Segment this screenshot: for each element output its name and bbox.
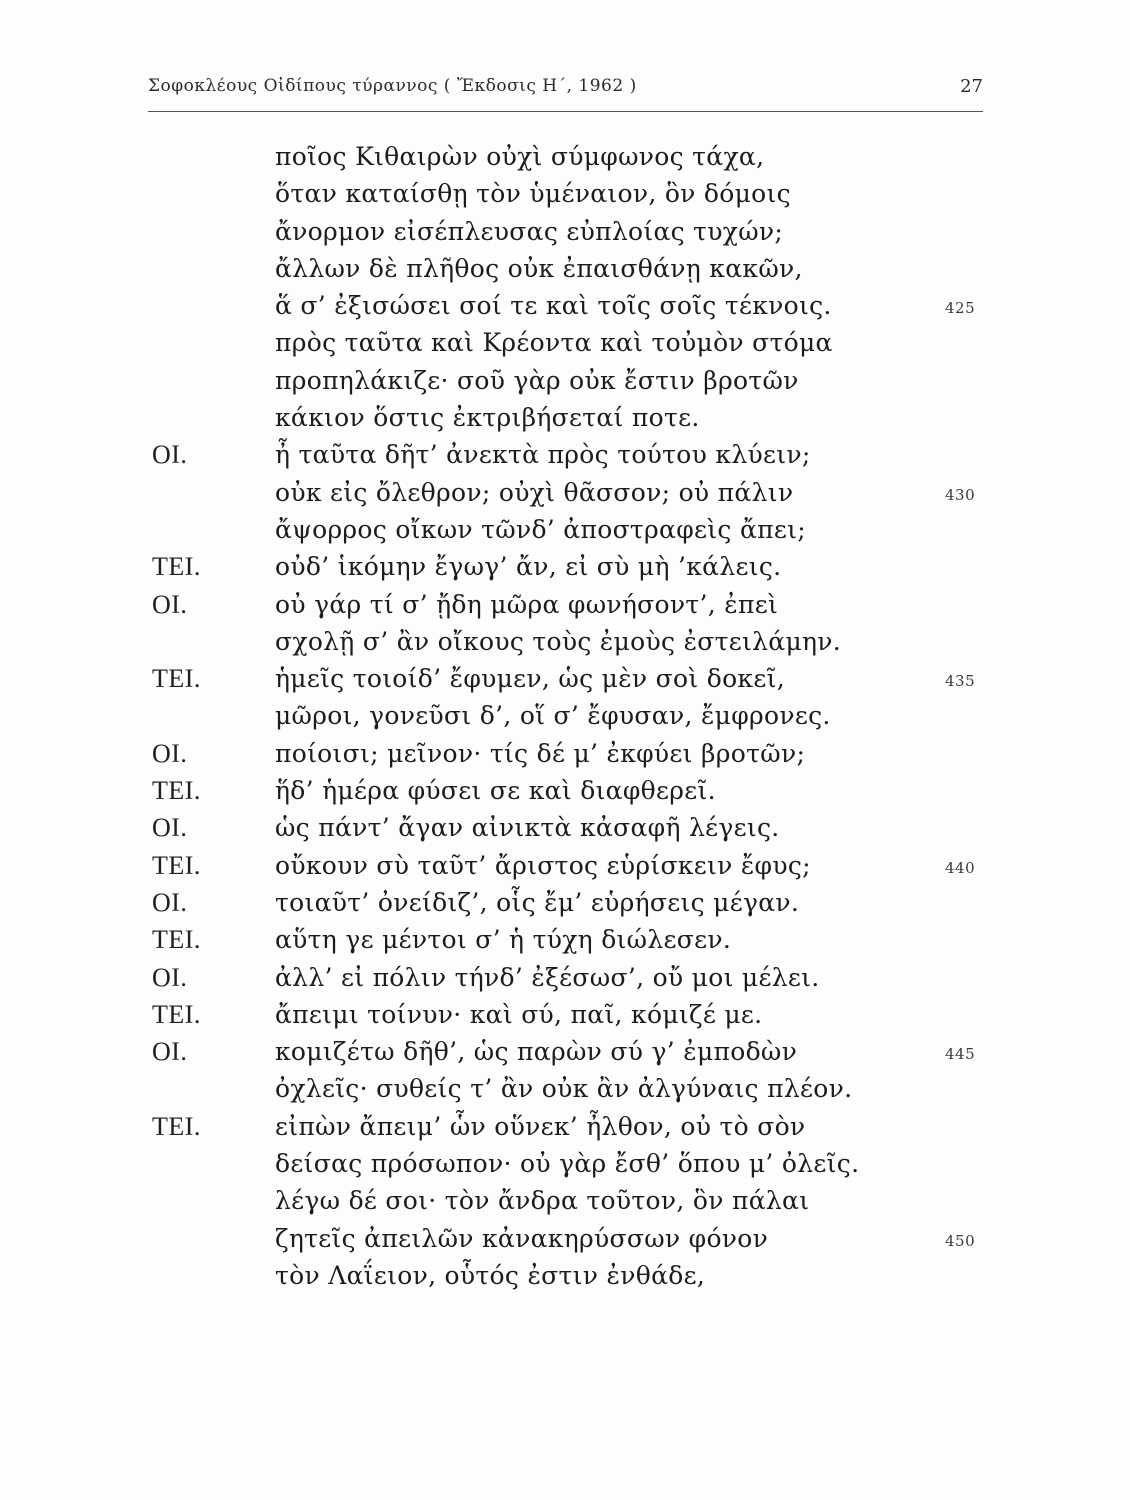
verse-line: [0, 1108, 1130, 1145]
verse-line: [0, 1257, 1130, 1294]
line-number: 430: [945, 485, 976, 504]
verse-text: μῶροι, γονεῦσι δ’, οἵ σ’ ἔφυσαν, ἔμφρονες.: [275, 701, 831, 731]
verse-line: [0, 809, 1130, 846]
verse-text: τοιαῦτ’ ὀνείδιζ’, οἷς ἔμ’ εὑρήσεις μέγαν.: [275, 887, 800, 917]
speaker-label: ΟΙ.: [152, 440, 188, 470]
speaker-label: ΤΕΙ.: [152, 925, 201, 955]
verse-line: [0, 772, 1130, 809]
verse-text: ὡς πάντ’ ἄγαν αἰνικτὰ κἀσαφῆ λέγεις.: [275, 813, 780, 843]
verse-text: ἀλλ’ εἰ πόλιν τήνδ’ ἐξέσωσ’, οὔ μοι μέλει.: [275, 962, 820, 992]
verse-line: [0, 847, 1130, 884]
verse-line: [0, 1033, 1130, 1070]
verse-line: [0, 213, 1130, 250]
verse-text: κομιζέτω δῆθ’, ὡς παρὼν σύ γ’ ἐμποδὼν: [275, 1037, 798, 1067]
verse-text: ἄψορρος οἴκων τῶνδ’ ἀποστραφεὶς ἄπει;: [275, 514, 806, 544]
verse-text: προπηλάκιζε· σοῦ γὰρ οὐκ ἔστιν βροτῶν: [275, 365, 799, 395]
speaker-label: ΟΙ.: [152, 589, 188, 619]
header-rule: [148, 111, 983, 112]
verse-text: αὕτη γε μέντοι σ’ ἡ τύχη διώλεσεν.: [275, 925, 732, 955]
speaker-label: ΟΙ.: [152, 887, 188, 917]
line-number: 440: [945, 858, 976, 877]
verse-text: κάκιον ὅστις ἐκτριβήσεταί ποτε.: [275, 403, 700, 433]
verse-line: [0, 660, 1130, 697]
verse-text: πρὸς ταῦτα καὶ Κρέοντα καὶ τοὐμὸν στόμα: [275, 328, 833, 358]
speaker-label: ΤΕΙ.: [152, 850, 201, 880]
speaker-label: ΤΕΙ.: [152, 664, 201, 694]
speaker-label: ΤΕΙ.: [152, 1111, 201, 1141]
line-number: 425: [945, 299, 976, 318]
page-number: 27: [960, 76, 983, 97]
verse-line: [0, 511, 1130, 548]
verse-text: ἡμεῖς τοιοίδ’ ἔφυμεν, ὡς μὲν σοὶ δοκεῖ,: [275, 664, 785, 694]
speaker-label: ΤΕΙ.: [152, 776, 201, 806]
verse-line: [0, 175, 1130, 212]
verse-line: [0, 250, 1130, 287]
verse-text: ἅ σ’ ἐξισώσει σοί τε καὶ τοῖς σοῖς τέκνοις.: [275, 291, 832, 321]
speaker-label: ΟΙ.: [152, 1037, 188, 1067]
verse-line: [0, 1182, 1130, 1219]
verse-text: ἄπειμι τοίνυν· καὶ σύ, παῖ, κόμιζέ με.: [275, 999, 763, 1029]
verse-text: σχολῇ σ’ ἂν οἴκους τοὺς ἐμοὺς ἐστειλάμην.: [275, 626, 842, 656]
verse-text: ποῖος Κιθαιρὼν οὐχὶ σύμφωνος τάχα,: [275, 142, 765, 171]
verse-text: οὔκουν σὺ ταῦτ’ ἄριστος εὑρίσκειν ἔφυς;: [275, 850, 811, 880]
verse-line: [0, 1070, 1130, 1107]
verse-line: [0, 436, 1130, 473]
verse-line: [0, 921, 1130, 958]
verse-line: [0, 138, 1130, 175]
verse-text: οὐδ’ ἱκόμην ἔγωγ’ ἄν, εἰ σὺ μὴ ’κάλεις.: [275, 552, 782, 582]
verse-line: [0, 884, 1130, 921]
verse-text: ὅταν καταίσθῃ τὸν ὑμέναιον, ὃν δόμοις: [275, 179, 791, 209]
verse-text: εἰπὼν ἄπειμ’ ὧν οὕνεκ’ ἦλθον, οὐ τὸ σὸν: [275, 1111, 806, 1141]
verse-line: [0, 324, 1130, 361]
verse-line: [0, 697, 1130, 734]
verse-line: [0, 362, 1130, 399]
verse-text: οὐ γάρ τί σ’ ᾔδη μῶρα φωνήσοντ’, ἐπεὶ: [275, 589, 779, 619]
verse-line: [0, 399, 1130, 436]
verse-line: [0, 548, 1130, 585]
verse-line: [0, 996, 1130, 1033]
speaker-label: ΟΙ.: [152, 813, 188, 843]
verse-line: [0, 623, 1130, 660]
verse-text: ἦ ταῦτα δῆτ’ ἀνεκτὰ πρὸς τούτου κλύειν;: [275, 440, 811, 470]
line-number: 450: [945, 1231, 976, 1250]
verse-line: [0, 1220, 1130, 1257]
speaker-label: ΟΙ.: [152, 962, 188, 992]
verse-line: [0, 474, 1130, 511]
line-number: 445: [945, 1045, 976, 1064]
line-number: 435: [945, 672, 976, 691]
verse-line: [0, 735, 1130, 772]
verse-line: [0, 959, 1130, 996]
verse-text: ἄνορμον εἰσέπλευσας εὐπλοίας τυχών;: [275, 216, 784, 246]
running-head-title: Σοφοκλέους Οἰδίπους τύραννος ( Ἔκδοσις Η΄, 1962 ): [148, 76, 637, 96]
running-head: [148, 76, 983, 104]
verse-text: ποίοισι; μεῖνον· τίς δέ μ’ ἐκφύει βροτῶν;: [275, 738, 806, 768]
verse-text: ἄλλων δὲ πλῆθος οὐκ ἐπαισθάνῃ κακῶν,: [275, 253, 803, 283]
verse-line: [0, 287, 1130, 324]
verse-text: τὸν Λαΐειον, οὗτός ἐστιν ἐνθάδε,: [275, 1260, 706, 1290]
speaker-label: ΟΙ.: [152, 738, 188, 768]
verse-text: δείσας πρόσωπον· οὐ γὰρ ἔσθ’ ὅπου μ’ ὀλεῖς.: [275, 1149, 860, 1179]
verse-text: ἥδ’ ἡμέρα φύσει σε καὶ διαφθερεῖ.: [275, 776, 716, 806]
verse-text: οὐκ εἰς ὄλεθρον; οὐχὶ θᾶσσον; οὐ πάλιν: [275, 477, 794, 507]
speaker-label: ΤΕΙ.: [152, 999, 201, 1029]
verse-text: ζητεῖς ἀπειλῶν κἀνακηρύσσων φόνον: [275, 1223, 769, 1253]
verse-block: [0, 138, 1130, 1294]
verse-text: ὀχλεῖς· συθείς τ’ ἂν οὐκ ἂν ἀλγύναις πλέον.: [275, 1074, 853, 1104]
speaker-label: ΤΕΙ.: [152, 552, 201, 582]
verse-text: λέγω δέ σοι· τὸν ἄνδρα τοῦτον, ὃν πάλαι: [275, 1186, 810, 1216]
verse-line: [0, 1145, 1130, 1182]
verse-line: [0, 586, 1130, 623]
